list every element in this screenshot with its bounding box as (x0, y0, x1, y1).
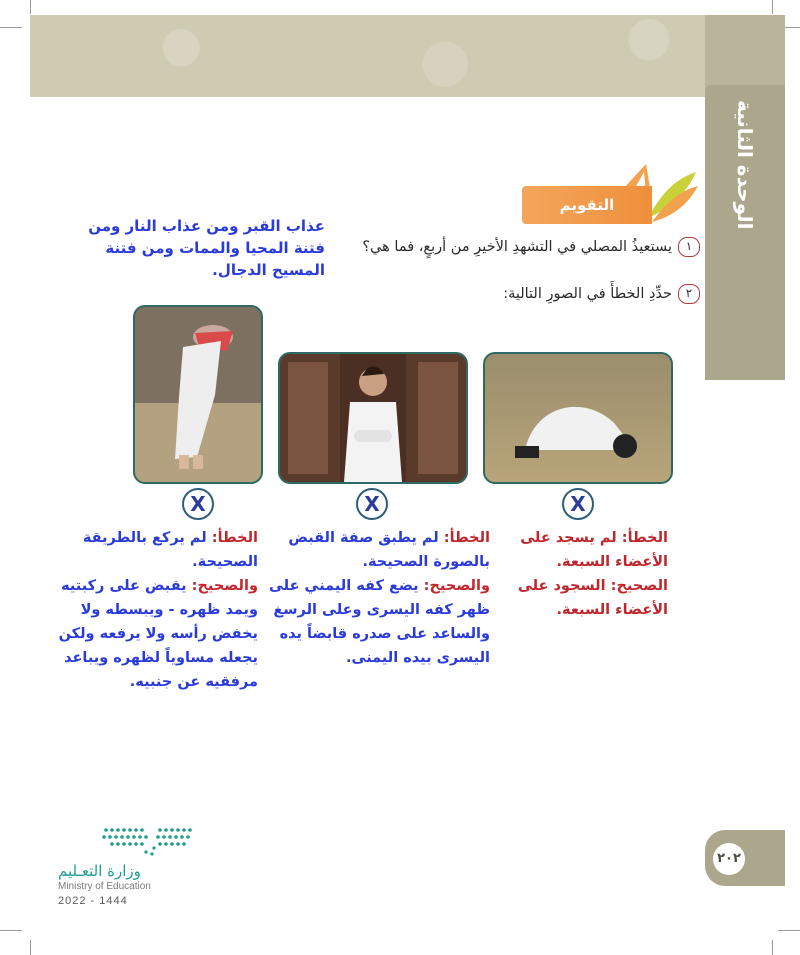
unit-tab (705, 90, 785, 240)
wrong-mark-icon: X (562, 488, 594, 520)
correct-text: السجود على الأعضاء السبعة. (517, 578, 668, 618)
correction-qabd (262, 526, 490, 670)
question-2 (503, 283, 700, 305)
error-label: الخطأ: (621, 530, 668, 546)
error-text: لم يركع بالطريقة الصحيحة. (82, 530, 258, 570)
correct-label: والصحيح: (423, 578, 490, 594)
correct-label: الصحيح: (610, 578, 668, 594)
ministry-name-ar: وزارة التعـليم (58, 862, 141, 880)
question-number: ٢ (678, 284, 700, 304)
error-label: الخطأ: (443, 530, 490, 546)
question-1 (362, 236, 700, 258)
crop-mark (0, 27, 22, 28)
crop-mark (778, 930, 800, 931)
crop-mark (30, 0, 31, 14)
crop-mark (0, 930, 22, 931)
ministry-name-en: Ministry of Education (58, 881, 151, 892)
wrong-mark-icon: X (356, 488, 388, 520)
photo-prostrating-boy (483, 352, 673, 484)
photo-bowing-boy (133, 305, 263, 484)
error-text: لم يسجد على الأعضاء السبعة. (520, 530, 668, 570)
correct-text: يقبض على ركبتيه ويمد ظهره - ويبسطه ولا يخفض رأسه ولا يرفعه ولكن يجعله مساوياً لظهره ويباعد مرفقيه عن جنبيه. (58, 578, 258, 690)
page-number: ٢٠٢ (713, 843, 745, 875)
wrong-mark-icon: X (182, 488, 214, 520)
unit-tab-label: الوحدة الثانية (733, 100, 757, 230)
correction-sujood (510, 526, 668, 622)
answer-1: عذاب القبر ومن عذاب النار ومن فتنة المحيا والممات ومن فتنة المسيح الدجال. (88, 217, 325, 279)
correct-text: يضع كفه اليمني على ظهر كفه اليسرى وعلى الرسغ والساعد على صدره قابضاً يده اليسرى بيده اليمنى. (269, 578, 490, 666)
header-band (30, 15, 785, 97)
error-label: الخطأ: (211, 530, 258, 546)
section-title: التقويم (559, 196, 615, 214)
section-title-banner (522, 186, 652, 224)
question-text: يستعيذُ المصلي في التشهدِ الأخيرِ من أربعٍ، فما هي؟ (362, 239, 672, 255)
photo-standing-boy (278, 352, 468, 484)
correct-label: والصحيح: (191, 578, 258, 594)
crop-mark (772, 0, 773, 14)
edition-year: 2022 - 1444 (58, 895, 128, 907)
crop-mark (30, 940, 31, 955)
error-text: لم يطبق صفة القبض بالصورة الصحيحة. (288, 530, 490, 570)
question-text: حدِّدِ الخطأَ في الصورِ التالية: (503, 286, 672, 302)
crop-mark (772, 940, 773, 955)
correction-rukoo (40, 526, 258, 694)
question-number: ١ (678, 237, 700, 257)
